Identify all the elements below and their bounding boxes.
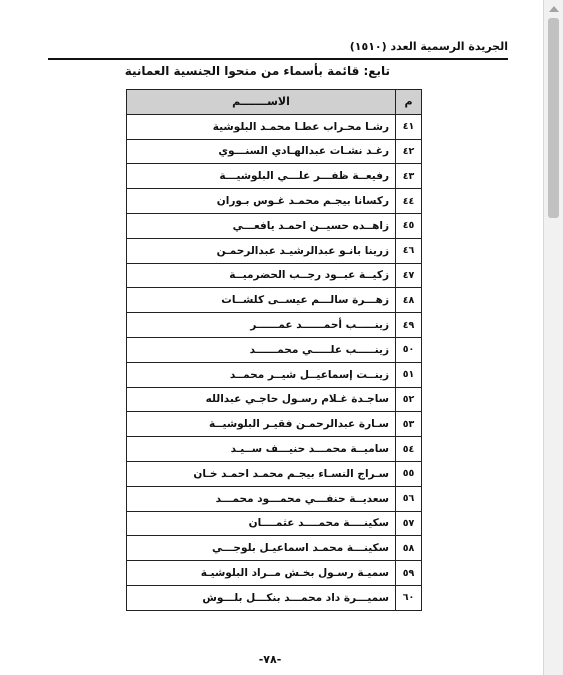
row-name: رفيعــة ظفـــر علـــي البلوشيـــة: [127, 164, 396, 189]
row-number: ٤٦: [396, 238, 422, 263]
row-name: زاهــده حسيــن احمـد يافعـــي: [127, 213, 396, 238]
table-row: [127, 511, 422, 536]
row-number: ٤٩: [396, 313, 422, 338]
table-row: [127, 139, 422, 164]
table-row: [127, 585, 422, 610]
table-header-row: [127, 90, 422, 115]
row-number: ٤٧: [396, 263, 422, 288]
row-number: ٥٣: [396, 412, 422, 437]
row-name: رشـا محـراب عطـا محمـد البلوشية: [127, 114, 396, 139]
row-name: زهـــرة سالـــم عيســى كلشــات: [127, 288, 396, 313]
header-divider: [48, 58, 508, 60]
table-row: [127, 561, 422, 586]
gazette-header: الجريدة الرسمية العدد (١٥١٠): [349, 40, 508, 53]
row-name: ساجـدة غـلام رسـول حاجـي عبدالله: [127, 387, 396, 412]
row-name: سكينـــة محمـد اسماعيـل بلوجـــي: [127, 536, 396, 561]
row-number: ٥٨: [396, 536, 422, 561]
table-row: [127, 288, 422, 313]
row-number: ٥٧: [396, 511, 422, 536]
list-subtitle: تابع: قائمة بأسماء من منحوا الجنسية العمانية: [124, 64, 390, 78]
row-number: ٤٢: [396, 139, 422, 164]
row-name: زرينا بانـو عبدالرشيـد عبدالرحمـن: [127, 238, 396, 263]
table-row: [127, 213, 422, 238]
table-row: [127, 362, 422, 387]
row-name: زينــت إسماعيــل شيــر محمــد: [127, 362, 396, 387]
row-number: ٥٩: [396, 561, 422, 586]
scrollbar-thumb[interactable]: [548, 18, 559, 218]
page-number: -٧٨-: [258, 653, 282, 666]
row-name: سميـــرة داد محمـــد بنكـــل بلـــوش: [127, 585, 396, 610]
table-row: [127, 164, 422, 189]
row-name: زكيــة عبــود رجــب الحضرميــة: [127, 263, 396, 288]
row-name: سميـة رسـول بخـش مــراد البلوشيـة: [127, 561, 396, 586]
table-row: [127, 189, 422, 214]
names-table: [126, 89, 422, 611]
row-number: ٤٨: [396, 288, 422, 313]
row-number: ٥٤: [396, 437, 422, 462]
row-number: ٤٤: [396, 189, 422, 214]
row-name: زينـــــب أحمــــــد عمــــــر: [127, 313, 396, 338]
table-row: [127, 238, 422, 263]
table-row: [127, 412, 422, 437]
row-number: ٥٢: [396, 387, 422, 412]
row-name: سـارة عبدالرحمـن فقيـر البلوشيــة: [127, 412, 396, 437]
row-number: ٤٥: [396, 213, 422, 238]
column-header-name: الاســـــــم: [127, 90, 396, 115]
row-number: ٦٠: [396, 585, 422, 610]
table-row: [127, 486, 422, 511]
row-name: سـراج النسـاء بيجـم محمـد احمـد خـان: [127, 461, 396, 486]
table-row: [127, 437, 422, 462]
row-number: ٤٣: [396, 164, 422, 189]
row-name: رغـد نشـات عبدالهـادي السنـــوي: [127, 139, 396, 164]
row-name: ركسانا بيجـم محمـد غـوس بـوران: [127, 189, 396, 214]
row-name: سكينــــة محمــــد عثمــــان: [127, 511, 396, 536]
row-name: سعديــة حنفـــي محمـــود محمـــد: [127, 486, 396, 511]
table-row: [127, 337, 422, 362]
table-row: [127, 313, 422, 338]
table-row: [127, 536, 422, 561]
vertical-scrollbar[interactable]: [543, 0, 563, 675]
row-number: ٥٥: [396, 461, 422, 486]
row-number: ٥١: [396, 362, 422, 387]
row-number: ٤١: [396, 114, 422, 139]
table-row: [127, 461, 422, 486]
column-header-number: م: [396, 90, 422, 115]
table-row: [127, 387, 422, 412]
scroll-up-arrow-icon[interactable]: [549, 6, 559, 12]
table-row: [127, 263, 422, 288]
row-number: ٥٦: [396, 486, 422, 511]
table-row: [127, 114, 422, 139]
row-name: ساميــة محمـــد حنيـــف ســيـد: [127, 437, 396, 462]
row-number: ٥٠: [396, 337, 422, 362]
row-name: زينـــــب علـــــي محمــــــد: [127, 337, 396, 362]
